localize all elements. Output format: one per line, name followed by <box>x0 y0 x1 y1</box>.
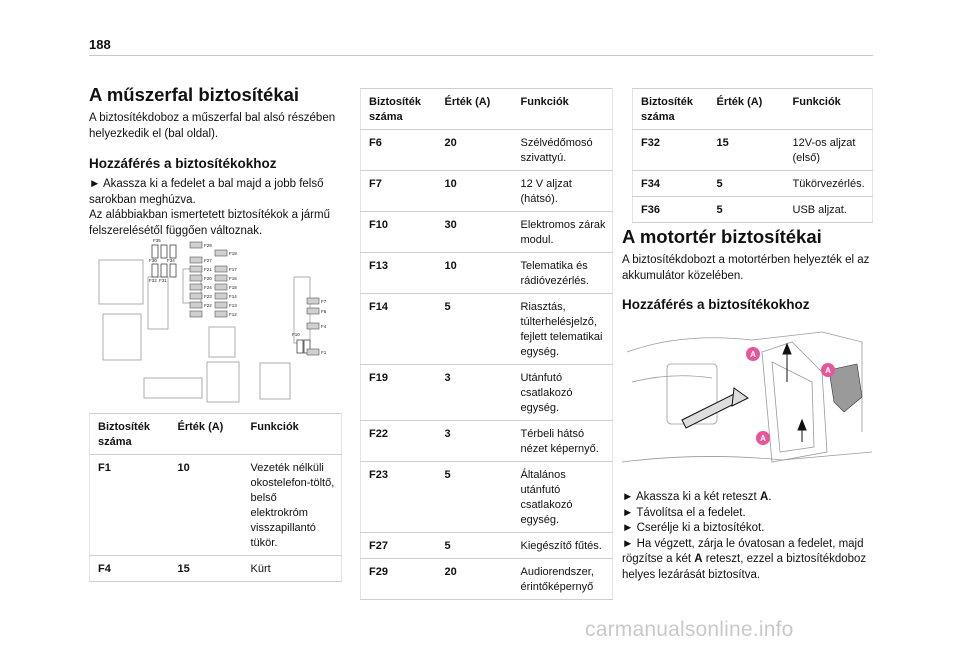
diagram-label: F4 <box>321 324 327 329</box>
fuse-id: F14 <box>361 294 437 365</box>
diagram-label: F29 <box>204 243 212 248</box>
diagram-box <box>209 327 235 357</box>
fuse-function: Audiorendszer, érintőképernyő <box>513 559 613 600</box>
header-value: Érték (A) <box>437 89 513 130</box>
fuse-function: Vezeték nélküli okostelefon-töltő, belső elektrokróm visszapillantó tükör. <box>243 455 342 556</box>
fuse-value: 5 <box>437 533 513 559</box>
fuse-slot <box>215 250 227 256</box>
callout-a-label: A <box>760 434 766 443</box>
diagram-label: F18 <box>229 285 237 290</box>
diagram-box <box>144 378 202 398</box>
table-row <box>90 556 342 582</box>
fuse-function: 12 V aljzat (hátsó). <box>513 171 613 212</box>
dashboard-access-text: ► Akassza ki a fedelet a bal majd a jobb felső sarokban meghúzva. <box>89 178 324 206</box>
diagram-label: F17 <box>229 267 237 272</box>
fuse-id: F19 <box>361 365 437 421</box>
fuse-slot <box>170 264 176 277</box>
diagram-label: F20 <box>204 276 212 281</box>
fuse-function: Általános utánfutó csatlakozó egység. <box>513 462 613 533</box>
fuse-slot <box>190 242 202 248</box>
fuse-slot <box>190 302 202 308</box>
fuse-id: F34 <box>633 171 709 197</box>
fuse-value: 20 <box>437 559 513 600</box>
fuse-slot <box>152 264 158 277</box>
table-row <box>361 462 613 533</box>
section-title-engine: A motortér biztosítékai <box>622 226 822 247</box>
diagram-label: F32 <box>149 278 157 283</box>
diagram-box <box>260 363 290 399</box>
fuse-id: F6 <box>361 130 437 171</box>
table-row <box>361 171 613 212</box>
fuse-slot <box>190 284 202 290</box>
header-value: Érték (A) <box>709 89 785 130</box>
fuse-id: F1 <box>90 455 170 556</box>
dashboard-intro: A biztosítékdoboz a műszerfal bal alsó részében helyezkedik el (bal oldal). <box>89 112 336 140</box>
fuse-slot <box>190 293 202 299</box>
fuse-id: F7 <box>361 171 437 212</box>
engine-access-heading: Hozzáférés a biztosítékokhoz <box>622 297 810 312</box>
step-text: ► Akassza ki a két reteszt A. <box>622 491 772 503</box>
engine-steps <box>622 490 880 583</box>
fuse-slot <box>307 323 319 329</box>
table-row <box>361 365 613 421</box>
step-text: ► Távolítsa el a fedelet. <box>622 506 746 519</box>
dashboard-fuse-diagram <box>89 232 339 407</box>
fuse-id: F29 <box>361 559 437 600</box>
diagram-label: F27 <box>204 258 212 263</box>
column-engine-fuses <box>622 226 874 313</box>
diagram-label: F30 <box>149 258 157 263</box>
fuse-value: 15 <box>170 556 243 582</box>
fuse-function: Kürt <box>243 556 342 582</box>
fuse-id: F4 <box>90 556 170 582</box>
fuse-value: 10 <box>170 455 243 556</box>
fuse-function: Szélvédőmosó szivattyú. <box>513 130 613 171</box>
fuse-value: 20 <box>437 130 513 171</box>
fuse-slot <box>215 302 227 308</box>
table-header-row <box>361 89 613 130</box>
header-value: Érték (A) <box>170 414 243 455</box>
diagram-label: F19 <box>229 251 237 256</box>
diagram-label: F21 <box>204 267 212 272</box>
table-row <box>633 197 873 223</box>
step-text: ► Ha végzett, zárja le óvatosan a fedelet, majd rögzítse a két A reteszt, ezzel a biztosítékdoboz helyes lezárását biztosítva. <box>622 537 867 581</box>
diagram-label: F14 <box>229 294 237 299</box>
header-function: Funkciók <box>785 89 873 130</box>
diagram-label: F22 <box>204 303 212 308</box>
fuse-function: Elektromos zárak modul. <box>513 212 613 253</box>
fuse-slot <box>161 245 167 258</box>
fuse-value: 5 <box>709 197 785 223</box>
fuse-slot <box>215 266 227 272</box>
fuse-slot <box>190 275 202 281</box>
dashboard-note-text: Az alábbiakban ismertetett biztosítékok a jármű felszerelésétől függően változnak. <box>89 209 330 237</box>
section-title-dashboard: A műszerfal biztosítékai <box>89 84 300 105</box>
fuse-id: F10 <box>361 212 437 253</box>
diagram-label: F23 <box>204 294 212 299</box>
fuse-slot <box>215 284 227 290</box>
fuse-function: Tükörvezérlés. <box>785 171 873 197</box>
diagram-label: F24 <box>204 285 212 290</box>
diagram-label: F16 <box>229 276 237 281</box>
fuse-id: F13 <box>361 253 437 294</box>
diagram-label: F34 <box>167 258 175 263</box>
header-function: Funkciók <box>243 414 342 455</box>
table-row <box>361 533 613 559</box>
fuse-function: Térbeli hátsó nézet képernyő. <box>513 421 613 462</box>
table-row <box>90 455 342 556</box>
fuse-id: F36 <box>633 197 709 223</box>
fuse-function: Kiegészítő fűtés. <box>513 533 613 559</box>
fuse-slot <box>307 349 319 355</box>
fuse-function: Riasztás, túlterhelésjelző, fejlett telematikai egység. <box>513 294 613 365</box>
fuse-slot <box>190 311 202 317</box>
table-row <box>361 294 613 365</box>
fuse-value: 30 <box>437 212 513 253</box>
diagram-box <box>207 362 239 402</box>
fuse-slot <box>215 311 227 317</box>
fuse-value: 3 <box>437 421 513 462</box>
fuse-slot <box>215 293 227 299</box>
table-row <box>633 130 873 171</box>
table-row <box>361 421 613 462</box>
fuse-function: 12V-os aljzat (első) <box>785 130 873 171</box>
diagram-box <box>103 314 141 360</box>
fuse-id: F23 <box>361 462 437 533</box>
diagram-label: F7 <box>321 299 327 304</box>
diagram-box <box>99 260 143 304</box>
diagram-label: F12 <box>229 312 237 317</box>
callout-a-label: A <box>750 350 756 359</box>
table-row <box>361 253 613 294</box>
header-function: Funkciók <box>513 89 613 130</box>
fuse-value: 3 <box>437 365 513 421</box>
fuse-value: 5 <box>437 294 513 365</box>
fuse-slot <box>152 245 158 258</box>
step-text: ► Cserélje ki a biztosítékot. <box>622 522 765 534</box>
header-fuse: Biztosíték száma <box>90 414 170 455</box>
header-fuse: Biztosíték száma <box>633 89 709 130</box>
fuse-slot <box>307 298 319 304</box>
fuse-slot <box>170 245 176 258</box>
fuse-slot <box>190 257 202 263</box>
table-row <box>633 171 873 197</box>
dashboard-access-heading: Hozzáférés a biztosítékokhoz <box>89 156 277 171</box>
fuse-id: F32 <box>633 130 709 171</box>
fuse-slot <box>297 340 303 353</box>
fuse-value: 5 <box>437 462 513 533</box>
table-row <box>361 212 613 253</box>
fuse-function: USB aljzat. <box>785 197 873 223</box>
fuse-slot <box>307 308 319 314</box>
fuse-id: F22 <box>361 421 437 462</box>
fuse-value: 5 <box>709 171 785 197</box>
diagram-label: F13 <box>229 303 237 308</box>
fuse-id: F27 <box>361 533 437 559</box>
fuse-table-1 <box>89 413 342 582</box>
fuse-slot <box>215 275 227 281</box>
fuse-table-3 <box>632 88 873 223</box>
fuse-value: 10 <box>437 253 513 294</box>
table-header-row <box>633 89 873 130</box>
page-number: 188 <box>89 37 111 52</box>
fuse-table-2 <box>360 88 613 600</box>
column-dashboard-fuses <box>89 84 341 239</box>
table-header-row <box>90 414 342 455</box>
diagram-box <box>148 277 168 329</box>
fuse-slot <box>161 264 167 277</box>
diagram-label: F1 <box>321 350 327 355</box>
engine-intro: A biztosítékdobozt a motortérben helyezték el az akkumulátor közelében. <box>622 254 870 282</box>
table-row <box>361 559 613 600</box>
watermark: carmanualsonline.info <box>585 618 794 641</box>
table-row <box>361 130 613 171</box>
diagram-label: F6 <box>321 309 327 314</box>
fuse-slot <box>190 266 202 272</box>
diagram-label: F10 <box>292 332 300 337</box>
fuse-function: Telematika és rádióvezérlés. <box>513 253 613 294</box>
fuse-function: Utánfutó csatlakozó egység. <box>513 365 613 421</box>
callout-a-label: A <box>825 366 831 375</box>
fuse-value: 10 <box>437 171 513 212</box>
engine-fusebox-photo <box>622 312 872 474</box>
fuse-value: 15 <box>709 130 785 171</box>
header-divider <box>89 55 873 56</box>
header-fuse: Biztosíték száma <box>361 89 437 130</box>
diagram-label: F31 <box>159 278 167 283</box>
diagram-label: F35 <box>153 238 161 243</box>
